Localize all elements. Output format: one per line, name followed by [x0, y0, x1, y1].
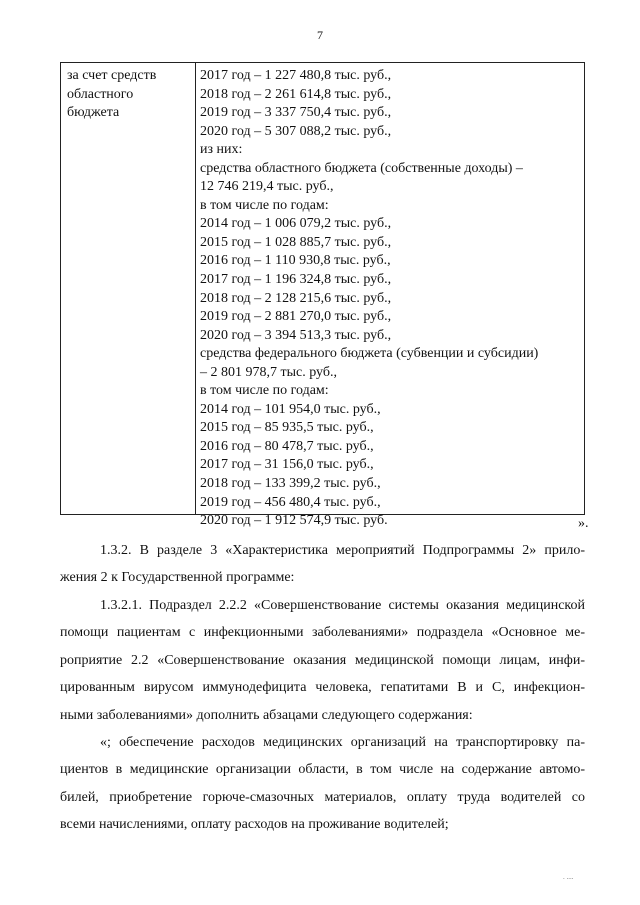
budget-table [60, 62, 585, 529]
amount-line: средства областного бюджета (собственные доходы) – [200, 160, 523, 176]
paragraph-quoted-addition [60, 729, 585, 839]
page-number: 7 [317, 28, 323, 42]
paragraph-line: «; обеспечение расходов медицинских организаций на транспортировку па- [100, 735, 585, 750]
amount-line: 2017 год – 1 227 480,8 тыс. руб., [200, 68, 392, 83]
amount-line: 2018 год – 2 128 215,6 тыс. руб., [200, 290, 392, 306]
paragraph-line: 1.3.2. В разделе 3 «Характеристика мероприятий Подпрограммы 2» прило- [100, 543, 585, 558]
amount-line: 2018 год – 2 261 614,8 тыс. руб., [200, 86, 392, 102]
amount-line: 2015 год – 1 028 885,7 тыс. руб., [200, 234, 392, 250]
paragraph-line: цированным вирусом иммунодефицита человека, гепатитами В и С, инфекцион- [60, 680, 585, 696]
funding-amounts-cell [200, 67, 582, 531]
paragraph-line: жения 2 к Государственной программе: [60, 570, 295, 586]
column-divider [195, 63, 196, 514]
amount-line: 2020 год – 1 912 574,9 тыс. руб. [200, 513, 388, 529]
amount-line: 2016 год – 80 478,7 тыс. руб., [200, 438, 374, 454]
amount-line: из них: [200, 142, 243, 158]
paragraph-line: помощи пациентам с инфекционными заболеваниями» подраздела «Основное ме- [60, 625, 585, 641]
amount-line: – 2 801 978,7 тыс. руб., [200, 364, 337, 380]
closing-quote: ». [578, 516, 589, 531]
amount-line: 2019 год – 3 337 750,4 тыс. руб., [200, 105, 392, 121]
amount-line: 2017 год – 1 196 324,8 тыс. руб., [200, 272, 392, 288]
amount-line: 2020 год – 3 394 513,3 тыс. руб., [200, 327, 392, 343]
amount-line: 2019 год – 456 480,4 тыс. руб., [200, 494, 381, 510]
amount-line: 2016 год – 1 110 930,8 тыс. руб., [200, 253, 391, 269]
amount-line: 2019 год – 2 881 270,0 тыс. руб., [200, 309, 392, 325]
amount-line: средства федерального бюджета (субвенции и субсидии) [200, 346, 539, 362]
paragraph-1-3-2-1 [60, 592, 585, 729]
paragraph-line: всеми начислениями, оплату расходов на проживание водителей; [60, 817, 449, 833]
paragraph-line: циентов в медицинские организации области, в том числе на содержание автомо- [60, 762, 585, 778]
amount-line: 12 746 219,4 тыс. руб., [200, 179, 334, 195]
left-cell-line: за счет средств [67, 68, 157, 83]
left-cell-line: бюджета [67, 105, 120, 121]
footer-mark: . .... [563, 873, 574, 881]
paragraph-1-3-2 [60, 537, 585, 592]
paragraph-line: 1.3.2.1. Подраздел 2.2.2 «Совершенствование системы оказания медицинской [100, 598, 585, 613]
amount-line: 2015 год – 85 935,5 тыс. руб., [200, 420, 374, 436]
amount-line: 2014 год – 1 006 079,2 тыс. руб., [200, 216, 392, 232]
amount-line: 2020 год – 5 307 088,2 тыс. руб., [200, 123, 392, 139]
paragraph-line: роприятие 2.2 «Совершенствование оказания медицинской помощи лицам, инфи- [60, 652, 585, 668]
amount-line: 2017 год – 31 156,0 тыс. руб., [200, 457, 374, 473]
left-cell-line: областного [67, 86, 134, 102]
paragraph-line: билей, приобретение горюче-смазочных материалов, оплату труда водителей со [60, 789, 585, 805]
amount-line: 2018 год – 133 399,2 тыс. руб., [200, 476, 381, 492]
amount-line: в том числе по годам: [200, 197, 329, 213]
funding-source-cell [67, 67, 191, 123]
amount-line: 2014 год – 101 954,0 тыс. руб., [200, 401, 381, 417]
paragraph-line: ными заболеваниями» дополнить абзацами следующего содержания: [60, 707, 473, 723]
amount-line: в том числе по годам: [200, 383, 329, 399]
